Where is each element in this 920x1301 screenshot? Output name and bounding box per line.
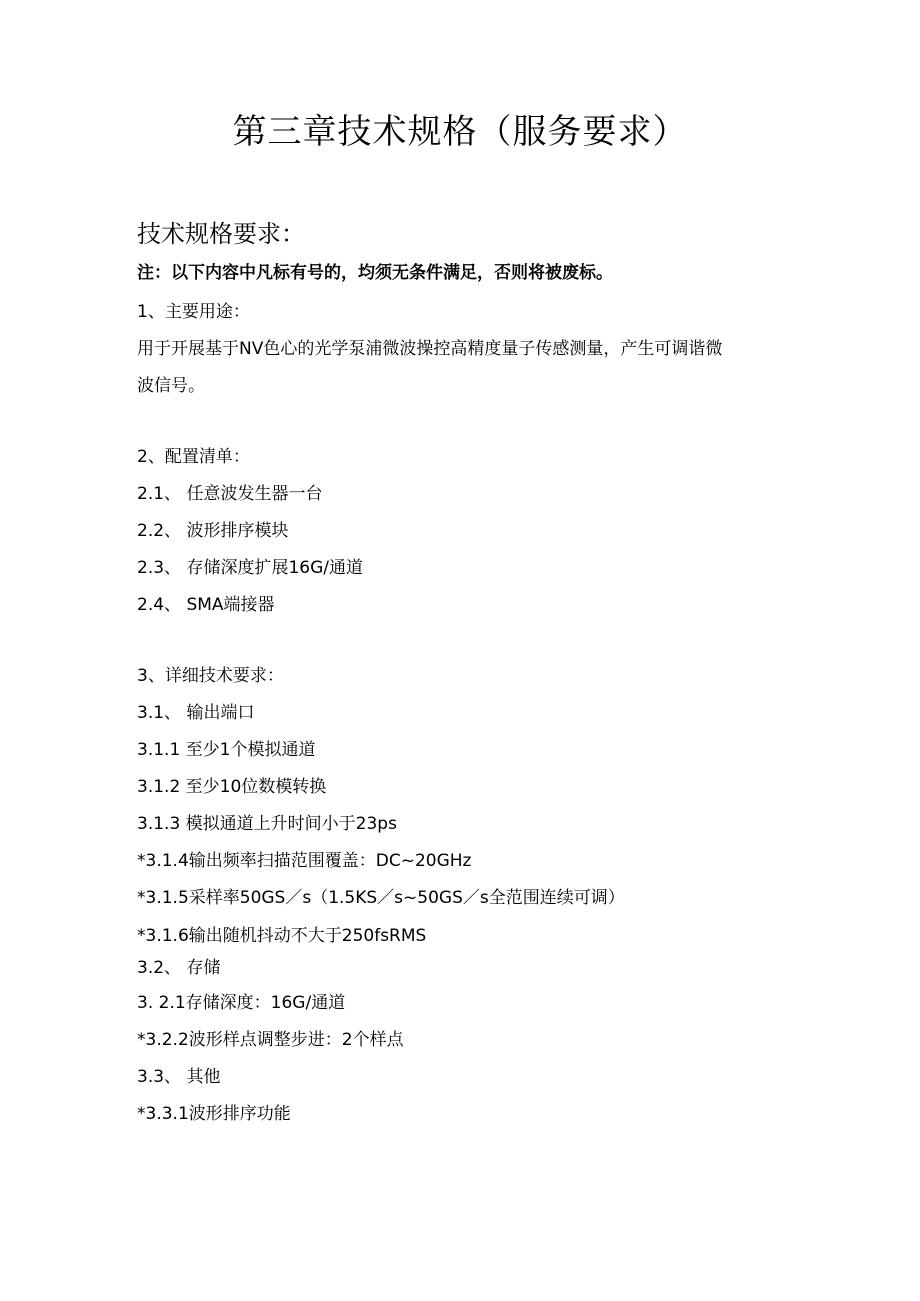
section-heading: 技术规格要求： [137,220,305,248]
text-line: *3.3.1波形排序功能 [137,1104,291,1124]
text-line: 2.1、 任意波发生器一台 [137,484,323,504]
text-line: *3.1.4输出频率扫描范围覆盖：DC~20GHz [137,851,472,871]
text-line: 3.2、 存储 [137,958,221,978]
text-line: 2.2、 波形排序模块 [137,521,289,541]
note-text: 注：以下内容中凡标有号的，均须无条件满足，否则将被废标。 [137,263,613,283]
text-line: 2.4、 SMA端接器 [137,595,275,615]
text-line: *3.2.2波形样点调整步进：2个样点 [137,1030,404,1050]
text-line: 3.3、 其他 [137,1067,221,1087]
text-line: *3.1.6输出随机抖动不大于250fsRMS [137,926,427,946]
text-line: 波信号。 [137,376,205,396]
text-line: 3.1、 输出端口 [137,703,255,723]
text-line: 2、配置清单： [137,447,250,467]
text-line: 1、主要用途： [137,302,250,322]
text-line: 3.1.3 模拟通道上升时间小于23ps [137,814,397,834]
text-line: 3、详细技术要求： [137,666,284,686]
text-line: 用于开展基于NV色心的光学泵浦微波操控高精度量子传感测量，产生可调谐微 [137,339,723,359]
text-line: 3. 2.1存储深度：16G/通道 [137,993,346,1013]
text-line: 3.1.1 至少1个模拟通道 [137,740,316,760]
text-line: 2.3、 存储深度扩展16G/通道 [137,558,363,578]
text-line: 3.1.2 至少10位数模转换 [137,777,327,797]
text-line: *3.1.5采样率50GS／s（1.5KS／s~50GS／s全范围连续可调） [137,888,625,908]
page-title: 第三章技术规格（服务要求） [232,112,688,152]
